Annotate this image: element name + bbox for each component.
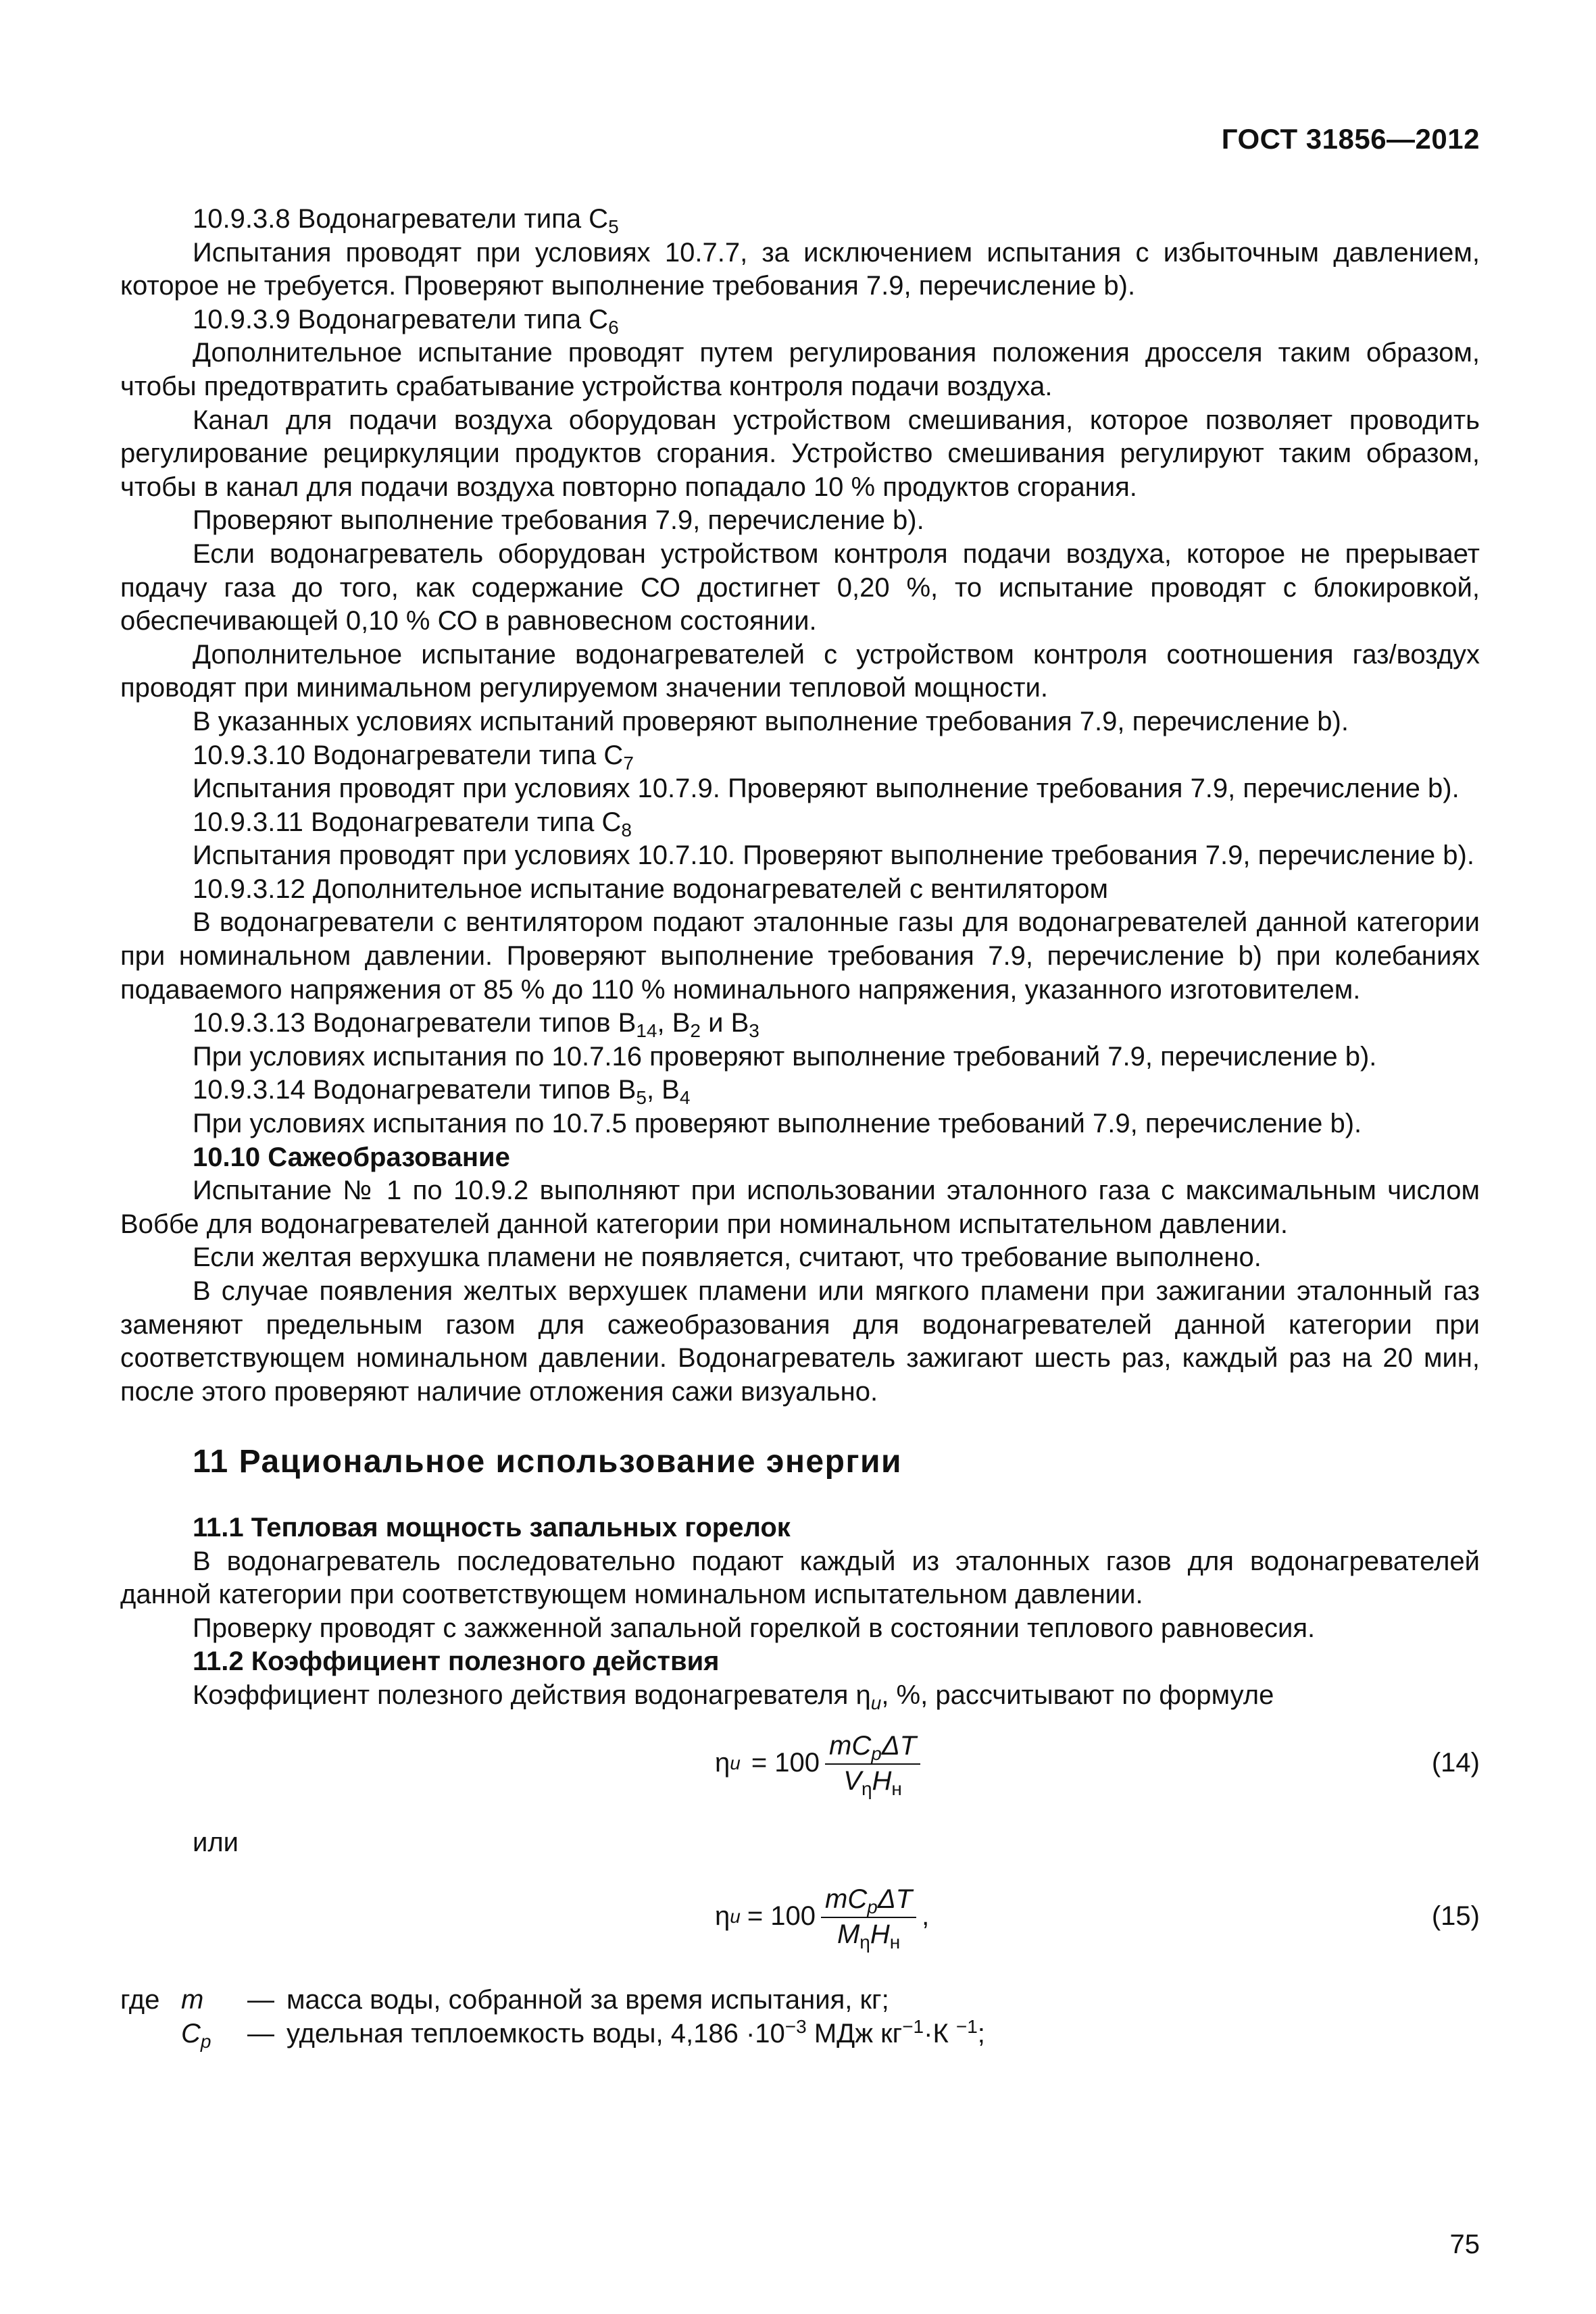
clause-10-9-3-8: 10.9.3.8 Водонагреватели типа $С_5$ [193, 204, 619, 237]
equation-15-number: (15) [1431, 1901, 1480, 1932]
clause-10-9-3-11: 10.9.3.11 Водонагреватели типа $С_8$ [193, 807, 632, 840]
paragraph: Проверку проводят с зажженной запальной горелкой в состоянии теплового равновесия. [193, 1613, 1316, 1643]
paragraph: При условиях испытания по 10.7.16 проверяют выполнение требований 7.9, перечисление b). [193, 1041, 1377, 1072]
paragraph: Дополнительное испытание проводят путем регулирования положения дросселя таким образом, чтобы предотвратить срабатывание устройства контроля подачи воздуха. [120, 338, 1480, 401]
paragraph: Дополнительное испытание водонагревателей с устройством контроля соотношения газ/воздух проводят при минимальном регулируемом значении тепловой мощности. [120, 639, 1480, 703]
clause-10-9-3-12: 10.9.3.12 Дополнительное испытание водонагревателей с вентилятором [193, 874, 1109, 904]
equation-14-number: (14) [1431, 1747, 1480, 1778]
equation-15-fraction: $\frac{mC_p\Delta T}{M_\eta H_н}$ [821, 1884, 916, 1949]
or-text: или [193, 1827, 239, 1857]
document-body [120, 203, 1480, 2051]
clause-10-9-3-9: 10.9.3.9 Водонагреватели типа $С_6$ [193, 304, 619, 338]
clause-10-9-3-14: 10.9.3.14 Водонагреватели типов $В_5$, $В_4$ [193, 1075, 691, 1109]
paragraph: Если желтая верхушка пламени не появляется, считают, что требование выполнено. [193, 1242, 1262, 1273]
equation-14-formula: η u = 100 $\frac{mC_p\Delta T}{V_\eta H_н}$ [715, 1713, 920, 1814]
paragraph: Испытания проводят при условиях 10.7.7, за исключением испытания с избыточным давлением, которое не требуется. Проверяют выполнение требования 7.9, перечисление b). [120, 237, 1480, 301]
equation-15-formula: η u = 100 $\frac{mC_p\Delta T}{M_\eta H_н}$ , [715, 1884, 930, 1953]
standard-header: ГОСТ 31856—2012 [1221, 123, 1480, 155]
section-11-title: 11 Рациональное использование энергии [193, 1444, 902, 1480]
clause-10-9-3-10: 10.9.3.10 Водонагреватели типа $С_7$ [193, 740, 634, 774]
paragraph: Канал для подачи воздуха оборудован устройством смешивания, которое позволяет проводить регулирование рециркуляции продуктов сгорания. Устройство смешивания регулируют таким образом, чтобы в канал для подачи воздуха повторно попадало 10 % продуктов сгорания. [120, 405, 1480, 502]
paragraph: В случае появления желтых верхушек пламени или мягкого пламени при зажигании эталонный газ заменяют предельным газом для сажеобразования для водонагревателей данной категории при соответствующем номинальном давлении. Водонагреватель зажигают шесть раз, каждый раз на 20 мин, после этого проверяют наличие отложения сажи визуально. [120, 1276, 1480, 1407]
equation-14 [120, 1713, 1480, 1814]
paragraph: Проверяют выполнение требования 7.9, перечисление b). [193, 505, 924, 536]
where-item-m: где m — масса воды, собранной за время испытания, кг; [120, 1985, 889, 2015]
equation-15 [120, 1866, 1480, 1967]
paragraph: При условиях испытания по 10.7.5 проверяют выполнение требований 7.9, перечисление b). [193, 1109, 1362, 1139]
paragraph: Если водонагреватель оборудован устройством контроля подачи воздуха, которое не прерывает подачу газа до того, как содержание СО достигнет 0,20 %, то испытание проводят с блокировкой, обеспечивающей 0,10 % СО в равновесном состоянии. [120, 538, 1480, 636]
heading-11-1: 11.1 Тепловая мощность запальных горелок [193, 1512, 791, 1542]
clause-10-9-3-13: 10.9.3.13 Водонагреватели типов $В_{14}$, $В_2$ и $В_3$ [193, 1008, 759, 1042]
where-item-cp: $C_p$ — удельная теплоемкость воды, $4,186 \cdot 10^{-3}$ МДж $кг^{-1}\cdot К$ $^{-1}$; [181, 2015, 985, 2052]
heading-11-2: 11.2 Коэффициент полезного действия [193, 1646, 720, 1677]
paragraph: Испытание № 1 по 10.9.2 выполняют при использовании эталонного газа с максимальным числом Воббе для водонагревателей данной категории при номинальном испытательном давлении. [120, 1176, 1480, 1239]
paragraph: Испытания проводят при условиях 10.7.9. Проверяют выполнение требования 7.9, перечисление b). [193, 774, 1460, 804]
paragraph: В водонагреватель последовательно подают каждый из эталонных газов для водонагревателей данной категории при соответствующем номинальном испытательном давлении. [120, 1546, 1480, 1610]
paragraph: В указанных условиях испытаний проверяют выполнение требования 7.9, перечисление b). [193, 706, 1349, 736]
paragraph: В водонагреватели с вентилятором подают эталонные газы для водонагревателей данной категории при номинальном давлении. Проверяют выполнение требования 7.9, перечисление b) при колебаниях подаваемого напряжения от 85 % до 110 % номинального напряжения, указанного изготовителем. [120, 907, 1480, 1005]
paragraph: Испытания проводят при условиях 10.7.10. Проверяют выполнение требования 7.9, перечисление b). [193, 840, 1474, 871]
paragraph: Коэффициент полезного действия водонагревателя $\eta_u$, %, рассчитывают по формуле [193, 1680, 1274, 1713]
heading-10-10: 10.10 Сажеобразование [193, 1142, 510, 1172]
page-number: 75 [1449, 2230, 1480, 2259]
equation-14-fraction: $\frac{mC_p\Delta T}{V_\eta H_н}$ [825, 1731, 920, 1796]
